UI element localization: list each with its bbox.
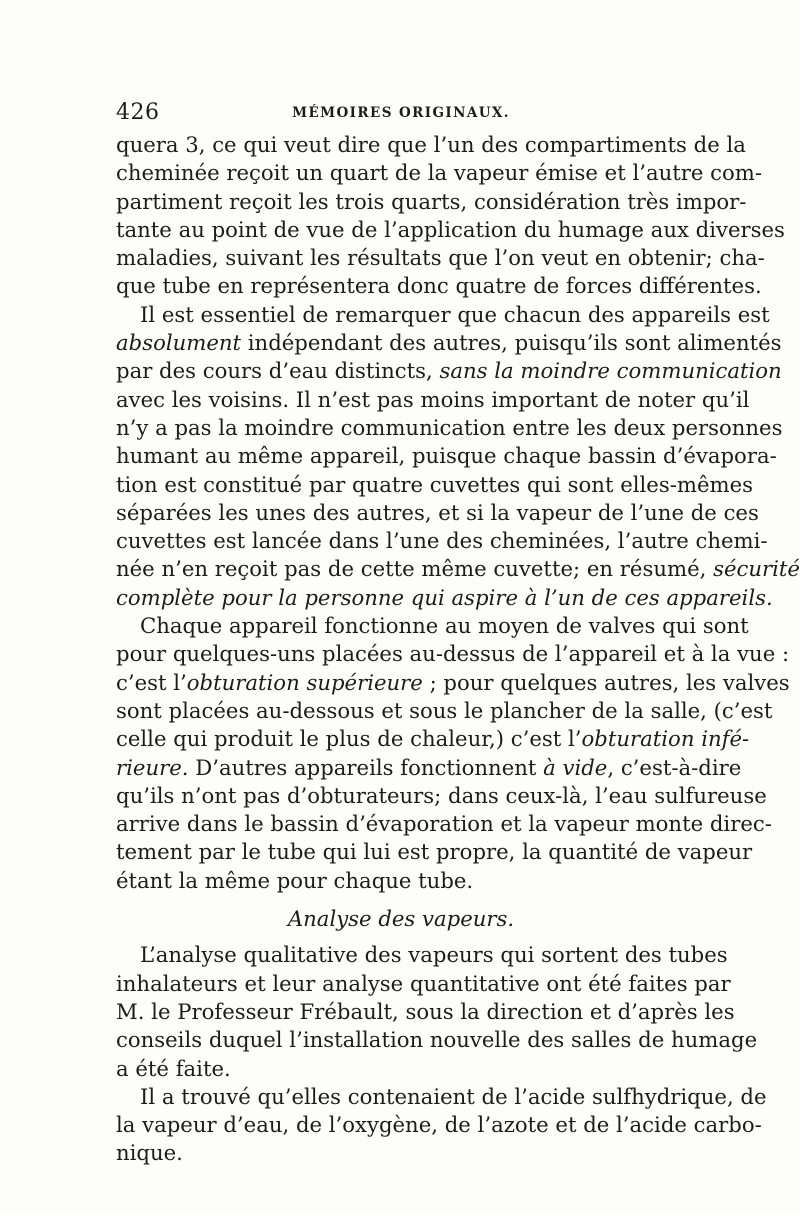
text-line: [116, 357, 782, 385]
text-line: tement par le tube qui lui est propre, la quantité de vapeur: [116, 839, 753, 865]
paragraph-2: [116, 301, 800, 612]
text-line: M. le Professeur Frébault, sous la direction et d’après les: [116, 998, 735, 1024]
page-number: 426: [116, 100, 160, 125]
text-span: c’est l’: [116, 669, 187, 695]
italic-text: rieure.: [116, 754, 189, 780]
text-line: maladies, suivant les résultats que l’on veut en obtenir; cha-: [116, 245, 765, 271]
text-line: la vapeur d’eau, de l’oxygène, de l’azote et de l’acide carbo-: [116, 1112, 762, 1138]
text-line: L’analyse qualitative des vapeurs qui sortent des tubes: [140, 942, 728, 968]
text-line: cheminée reçoit un quart de la vapeur émise et l’autre com-: [116, 160, 763, 186]
paragraph-4: [116, 941, 758, 1082]
italic-text: absolument: [116, 330, 242, 356]
text-line: partiment reçoit les trois quarts, considération très impor-: [116, 188, 747, 214]
text-span: , c’est-à-dire: [607, 754, 742, 780]
text-line: étant la même pour chaque tube.: [116, 867, 474, 893]
body-text: [116, 131, 800, 1168]
text-line: [116, 584, 773, 612]
text-line: Il est essentiel de remarquer que chacun des appareils est: [140, 301, 770, 327]
text-line: inhalateurs et leur analyse quantitative ont été faites par: [116, 970, 731, 996]
text-line: qu’ils n’ont pas d’obturateurs; dans ceux-là, l’eau sulfureuse: [116, 782, 767, 808]
paragraph-3: [116, 612, 790, 895]
text-line: [116, 754, 742, 782]
text-line: avec les voisins. Il n’est pas moins important de noter qu’il: [116, 386, 750, 412]
paragraph-5: [116, 1083, 767, 1168]
text-line: tante au point de vue de l’application du humage aux diverses: [116, 216, 785, 242]
running-header: [116, 100, 686, 128]
text-line: [116, 329, 782, 357]
text-span: née n’en reçoit pas de cette même cuvette; en résumé,: [116, 556, 714, 582]
text-span: par des cours d’eau distincts,: [116, 358, 440, 384]
text-line: que tube en représentera donc quatre de forces différentes.: [116, 273, 762, 299]
text-line: Il a trouvé qu’elles contenaient de l’acide sulfhydrique, de: [140, 1083, 767, 1109]
text-line: quera 3, ce qui veut dire que l’un des compartiments de la: [116, 132, 746, 157]
italic-text: à vide: [543, 754, 608, 780]
text-line: cuvettes est lancée dans l’une des cheminées, l’autre chemi-: [116, 528, 768, 554]
text-line: n’y a pas la moindre communication entre les deux personnes: [116, 414, 783, 440]
italic-text: complète pour la personne qui aspire à l’un de ces appareils.: [116, 584, 773, 610]
text-line: tion est constitué par quatre cuvettes qui sont elles-mêmes: [116, 471, 754, 497]
text-line: a été faite.: [116, 1055, 231, 1081]
text-line: Chaque appareil fonctionne au moyen de valves qui sont: [140, 613, 749, 639]
text-span: celle qui produit le plus de chaleur,) c’est l’: [116, 726, 582, 752]
italic-text: sans la moindre communication: [439, 358, 782, 384]
italic-text: obturation supérieure: [186, 669, 423, 695]
running-title: MÉMOIRES ORIGINAUX.: [292, 105, 510, 121]
text-line: sont placées au-dessous et sous le plancher de la salle, (c’est: [116, 697, 773, 723]
text-line: pour quelques-uns placées au-dessus de l’appareil et à la vue :: [116, 641, 790, 667]
text-line: séparées les unes des autres, et si la vapeur de l’une de ces: [116, 499, 759, 525]
text-span: D’autres appareils fonctionnent: [188, 754, 544, 780]
text-line: [116, 725, 750, 753]
text-line: [116, 555, 800, 583]
text-line: [116, 669, 790, 697]
italic-text: obturation infé-: [581, 726, 750, 752]
text-span: ; pour quelques autres, les valves: [422, 669, 790, 695]
paragraph-1: [116, 131, 785, 301]
text-line: conseils duquel l’installation nouvelle des salles de humage: [116, 1027, 758, 1053]
italic-text: sécurité: [713, 556, 800, 582]
section-heading: Analyse des vapeurs.: [287, 906, 515, 932]
text-span: indépendant des autres, puisqu’ils sont alimentés: [241, 330, 782, 356]
text-line: nique.: [116, 1140, 183, 1166]
text-line: humant au même appareil, puisque chaque bassin d’évapora-: [116, 443, 777, 469]
text-line: arrive dans le bassin d’évaporation et la vapeur monte direc-: [116, 811, 772, 837]
